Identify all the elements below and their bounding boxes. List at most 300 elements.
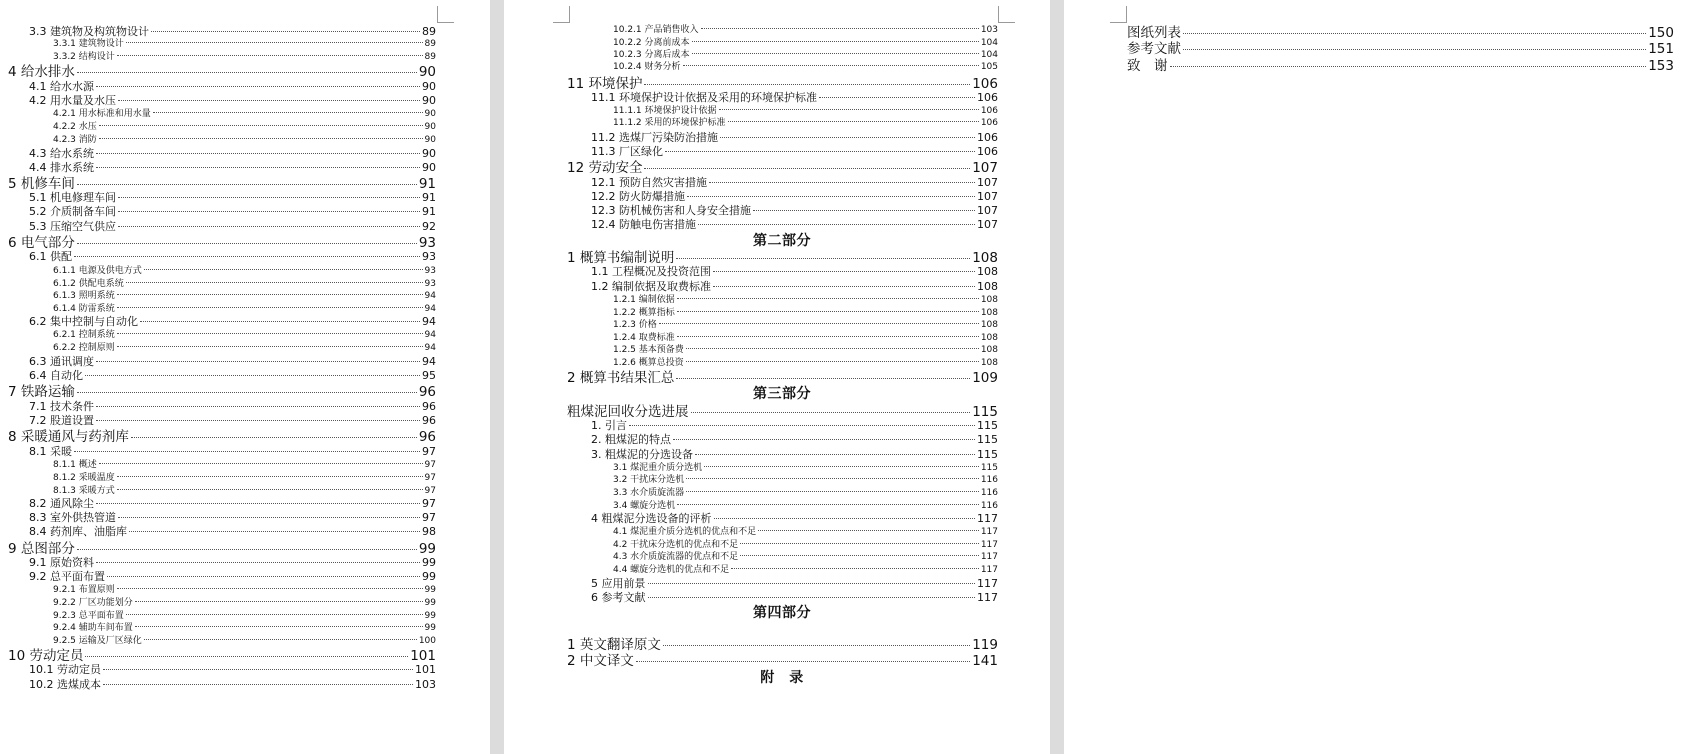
toc-entry-title: 12.1 预防自然灾害措施 bbox=[591, 175, 707, 189]
toc-entry-page-number: 106 bbox=[977, 144, 998, 158]
toc-entry-page-number: 108 bbox=[980, 320, 998, 331]
toc-entry-page-number: 106 bbox=[980, 118, 998, 129]
toc-entry[interactable] bbox=[591, 263, 998, 279]
dot-leader bbox=[117, 346, 423, 347]
toc-entry-page-number: 151 bbox=[1648, 40, 1674, 57]
toc-entry[interactable] bbox=[591, 431, 998, 447]
toc-entry-page-number: 108 bbox=[980, 308, 998, 319]
toc-entry-title: 11.3 厂区绿化 bbox=[591, 144, 663, 158]
toc-entry-page-number: 101 bbox=[415, 662, 436, 676]
dot-leader bbox=[96, 153, 420, 154]
toc-entry-page-number: 93 bbox=[418, 234, 436, 251]
toc-entry-page-number: 94 bbox=[424, 343, 436, 354]
toc-entry-page-number: 117 bbox=[980, 540, 998, 551]
toc-entry-title: 9.2.2 厂区功能划分 bbox=[53, 598, 133, 609]
dot-leader bbox=[677, 298, 979, 299]
toc-entry-page-number: 115 bbox=[977, 418, 998, 432]
toc-entry-title: 8.1 采暖 bbox=[29, 444, 72, 458]
toc-entry-page-number: 97 bbox=[422, 510, 436, 524]
toc-entry-page-number: 117 bbox=[980, 527, 998, 538]
toc-entry[interactable] bbox=[613, 115, 998, 128]
toc-entry-title: 6.1.2 供配电系统 bbox=[53, 279, 124, 290]
toc-entry-title: 12.3 防机械伤害和人身安全措施 bbox=[591, 203, 751, 217]
toc-entry-title: 10.2.2 分离前成本 bbox=[613, 38, 690, 49]
toc-entry-page-number: 104 bbox=[980, 38, 998, 49]
dot-leader bbox=[677, 311, 979, 312]
toc-entry-title: 11.1.1 环境保护设计依据 bbox=[613, 106, 717, 117]
dot-leader bbox=[96, 361, 420, 362]
toc-entry-page-number: 106 bbox=[980, 106, 998, 117]
dot-leader bbox=[713, 286, 975, 287]
page-corner-mark bbox=[1110, 6, 1127, 23]
dot-leader bbox=[753, 210, 975, 211]
toc-entry-title: 9.2 总平面布置 bbox=[29, 569, 105, 583]
toc-entry[interactable] bbox=[53, 595, 436, 608]
toc-entry-page-number: 89 bbox=[424, 39, 436, 50]
toc-entry-title: 3.3.2 结构设计 bbox=[53, 52, 115, 63]
toc-entry-page-number: 115 bbox=[977, 447, 998, 461]
dot-leader bbox=[701, 28, 979, 29]
toc-entry-page-number: 99 bbox=[418, 540, 436, 557]
toc-entry[interactable] bbox=[53, 132, 436, 145]
toc-entry[interactable] bbox=[53, 340, 436, 353]
toc-entry-title: 9.2.1 布置原则 bbox=[53, 585, 115, 596]
toc-entry-title: 1 英文翻译原文 bbox=[567, 636, 661, 653]
toc-entry-page-number: 108 bbox=[977, 279, 998, 293]
toc-entry[interactable] bbox=[53, 582, 436, 595]
toc-entry-page-number: 90 bbox=[422, 79, 436, 93]
toc-entry-page-number: 106 bbox=[977, 90, 998, 104]
dot-leader bbox=[709, 182, 975, 183]
dot-leader bbox=[103, 684, 413, 685]
toc-entry[interactable] bbox=[29, 203, 436, 219]
toc-entry-title: 2 概算书结果汇总 bbox=[567, 369, 675, 386]
toc-entry[interactable] bbox=[53, 119, 436, 132]
toc-entry-page-number: 107 bbox=[977, 189, 998, 203]
toc-entry-title: 1.2.5 基本预备费 bbox=[613, 345, 684, 356]
toc-entry-page-number: 99 bbox=[424, 611, 436, 622]
dot-leader bbox=[644, 84, 970, 85]
toc-entry-title: 12 劳动安全 bbox=[567, 159, 643, 176]
dot-leader bbox=[686, 361, 979, 362]
toc-entry-page-number: 108 bbox=[980, 295, 998, 306]
toc-entry-page-number: 97 bbox=[424, 460, 436, 471]
document-page-3 bbox=[1064, 0, 1708, 754]
dot-leader bbox=[96, 86, 420, 87]
dot-leader bbox=[117, 294, 423, 295]
dot-leader bbox=[117, 489, 423, 490]
dot-leader bbox=[714, 518, 976, 519]
toc-entry-page-number: 96 bbox=[422, 399, 436, 413]
dot-leader bbox=[117, 55, 423, 56]
toc-entry-page-number: 108 bbox=[977, 264, 998, 278]
toc-entry-page-number: 90 bbox=[422, 160, 436, 174]
toc-entry-page-number: 117 bbox=[977, 511, 998, 525]
toc-entry-page-number: 104 bbox=[980, 50, 998, 61]
toc-entry-title: 2 中文译文 bbox=[567, 652, 634, 669]
toc-entry-page-number: 97 bbox=[424, 486, 436, 497]
page-gap bbox=[1050, 0, 1064, 754]
toc-entry-title: 4.4 螺旋分选机的优点和不足 bbox=[613, 565, 730, 576]
section-heading: 附 录 bbox=[760, 670, 804, 686]
toc-entry-title: 4.2 干扰床分选机的优点和不足 bbox=[613, 540, 739, 551]
dot-leader bbox=[687, 196, 975, 197]
dot-leader bbox=[692, 53, 979, 54]
toc-entry-title: 6 电气部分 bbox=[8, 234, 75, 251]
dot-leader bbox=[77, 184, 417, 185]
toc-entry-page-number: 97 bbox=[424, 473, 436, 484]
toc-entry-page-number: 99 bbox=[422, 569, 436, 583]
dot-leader bbox=[117, 307, 423, 308]
toc-entry[interactable] bbox=[613, 317, 998, 330]
toc-entry[interactable] bbox=[613, 292, 998, 305]
toc-entry-page-number: 94 bbox=[422, 314, 436, 328]
toc-entry-title: 致 谢 bbox=[1127, 57, 1168, 74]
dot-leader bbox=[686, 348, 979, 349]
toc-entry-title: 7 铁路运输 bbox=[8, 383, 75, 400]
dot-leader bbox=[691, 412, 971, 413]
dot-leader bbox=[698, 224, 975, 225]
toc-entry-title: 5.2 介质制备车间 bbox=[29, 204, 116, 218]
dot-leader bbox=[77, 392, 417, 393]
toc-entry[interactable] bbox=[613, 22, 998, 35]
dot-leader bbox=[135, 626, 423, 627]
toc-entry-page-number: 117 bbox=[980, 552, 998, 563]
dot-leader bbox=[103, 669, 413, 670]
toc-entry-title: 5 机修车间 bbox=[8, 175, 75, 192]
dot-leader bbox=[126, 42, 423, 43]
toc-entry[interactable] bbox=[53, 470, 436, 483]
dot-leader bbox=[118, 226, 420, 227]
toc-entry-title: 4.2.1 用水标准和用水量 bbox=[53, 109, 151, 120]
toc-entry-page-number: 94 bbox=[424, 330, 436, 341]
dot-leader bbox=[144, 269, 423, 270]
dot-leader bbox=[663, 645, 970, 646]
toc-entry-title: 10 劳动定员 bbox=[8, 647, 84, 664]
dot-leader bbox=[686, 478, 979, 479]
dot-leader bbox=[704, 466, 979, 467]
dot-leader bbox=[659, 323, 979, 324]
toc-entry-title: 10.2.1 产品销售收入 bbox=[613, 25, 699, 36]
toc-entry-page-number: 95 bbox=[422, 368, 436, 382]
toc-entry-title: 5.3 压缩空气供应 bbox=[29, 219, 116, 233]
dot-leader bbox=[677, 504, 979, 505]
dot-leader bbox=[131, 437, 417, 438]
toc-entry-page-number: 94 bbox=[424, 304, 436, 315]
dot-leader bbox=[96, 420, 420, 421]
toc-entry-page-number: 117 bbox=[977, 576, 998, 590]
toc-entry-title: 11.2 选煤厂污染防治措施 bbox=[591, 130, 718, 144]
document-page-1 bbox=[0, 0, 490, 754]
dot-leader bbox=[96, 503, 420, 504]
dot-leader bbox=[665, 151, 975, 152]
toc-entry-page-number: 153 bbox=[1648, 57, 1674, 74]
toc-entry-title: 12.2 防火防爆措施 bbox=[591, 189, 685, 203]
toc-entry[interactable] bbox=[53, 457, 436, 470]
dot-leader bbox=[636, 661, 970, 662]
dot-leader bbox=[74, 451, 420, 452]
toc-entry-title: 8.1.3 采暖方式 bbox=[53, 486, 115, 497]
toc-entry-page-number: 91 bbox=[418, 175, 436, 192]
dot-leader bbox=[153, 112, 423, 113]
toc-entry-title: 6.1.1 电源及供电方式 bbox=[53, 266, 142, 277]
toc-entry-title: 9 总图部分 bbox=[8, 540, 75, 557]
toc-entry-title: 9.2.3 总平面布置 bbox=[53, 611, 124, 622]
toc-entry-title: 10.2.4 财务分析 bbox=[613, 62, 681, 73]
toc-entry-page-number: 117 bbox=[980, 565, 998, 576]
toc-entry-title: 6.2 集中控制与自动化 bbox=[29, 314, 138, 328]
page-corner-mark bbox=[553, 6, 570, 23]
toc-entry[interactable] bbox=[567, 649, 998, 669]
dot-leader bbox=[1183, 33, 1646, 34]
dot-leader bbox=[695, 454, 975, 455]
toc-entry-page-number: 90 bbox=[418, 63, 436, 80]
dot-leader bbox=[96, 562, 420, 563]
toc-entry-title: 6.2.2 控制原则 bbox=[53, 343, 115, 354]
toc-entry[interactable] bbox=[29, 248, 436, 264]
dot-leader bbox=[683, 65, 979, 66]
dot-leader bbox=[758, 530, 979, 531]
toc-entry-page-number: 107 bbox=[977, 203, 998, 217]
toc-entry-title: 10.2 选煤成本 bbox=[29, 677, 101, 691]
toc-entry[interactable] bbox=[29, 676, 436, 692]
dot-leader bbox=[126, 282, 423, 283]
dot-leader bbox=[692, 41, 979, 42]
toc-entry-title: 6 参考文献 bbox=[591, 590, 646, 604]
toc-entry-title: 7.1 技术条件 bbox=[29, 399, 94, 413]
dot-leader bbox=[85, 375, 420, 376]
toc-entry-title: 8.1.1 概述 bbox=[53, 460, 97, 471]
toc-entry-title: 11 环境保护 bbox=[567, 75, 643, 92]
toc-entry-page-number: 93 bbox=[422, 249, 436, 263]
toc-entry-page-number: 90 bbox=[422, 93, 436, 107]
toc-entry[interactable] bbox=[613, 524, 998, 537]
toc-entry[interactable] bbox=[613, 59, 998, 72]
toc-entry-title: 3.4 螺旋分选机 bbox=[613, 501, 676, 512]
dot-leader bbox=[676, 378, 970, 379]
toc-entry-page-number: 90 bbox=[422, 146, 436, 160]
toc-entry-title: 粗煤泥回收分选进展 bbox=[567, 403, 689, 420]
toc-entry-title: 4.3 给水系统 bbox=[29, 146, 94, 160]
toc-entry-title: 6.1.3 照明系统 bbox=[53, 291, 115, 302]
dot-leader bbox=[118, 517, 420, 518]
toc-entry-page-number: 105 bbox=[980, 62, 998, 73]
toc-entry-title: 4 粗煤泥分选设备的评析 bbox=[591, 511, 712, 525]
dot-leader bbox=[644, 168, 970, 169]
dot-leader bbox=[107, 576, 420, 577]
toc-entry-page-number: 91 bbox=[422, 190, 436, 204]
toc-entry-page-number: 94 bbox=[422, 354, 436, 368]
toc-entry-page-number: 119 bbox=[972, 636, 998, 653]
toc-entry-page-number: 99 bbox=[422, 555, 436, 569]
dot-leader bbox=[740, 555, 979, 556]
toc-entry-page-number: 101 bbox=[410, 647, 436, 664]
toc-entry-page-number: 117 bbox=[977, 590, 998, 604]
toc-entry-title: 4.3 水介质旋流器的优点和不足 bbox=[613, 552, 739, 563]
toc-entry-title: 9.2.4 辅助车间布置 bbox=[53, 623, 133, 634]
toc-entry-title: 参考文献 bbox=[1127, 40, 1181, 57]
toc-entry-page-number: 108 bbox=[980, 345, 998, 356]
toc-entry[interactable] bbox=[53, 620, 436, 633]
toc-entry[interactable] bbox=[29, 661, 436, 677]
dot-leader bbox=[719, 109, 979, 110]
toc-entry-page-number: 109 bbox=[972, 369, 998, 386]
toc-entry[interactable] bbox=[53, 106, 436, 119]
toc-entry-title: 4.1 给水水源 bbox=[29, 79, 94, 93]
dot-leader bbox=[819, 97, 975, 98]
toc-entry-title: 1.2.1 编制依据 bbox=[613, 295, 675, 306]
dot-leader bbox=[96, 406, 420, 407]
toc-entry-page-number: 116 bbox=[980, 488, 998, 499]
toc-entry-page-number: 98 bbox=[422, 524, 436, 538]
toc-entry-title: 1 概算书编制说明 bbox=[567, 249, 675, 266]
dot-leader bbox=[720, 137, 975, 138]
toc-entry-page-number: 90 bbox=[424, 109, 436, 120]
dot-leader bbox=[151, 31, 420, 32]
toc-entry-title: 11.1.2 采用的环境保护标准 bbox=[613, 118, 726, 129]
toc-entry-title: 8.2 通风除尘 bbox=[29, 496, 94, 510]
toc-entry-title: 1.2.2 概算指标 bbox=[613, 308, 675, 319]
section-heading: 第三部分 bbox=[753, 386, 811, 402]
toc-entry[interactable] bbox=[53, 263, 436, 276]
toc-entry-page-number: 97 bbox=[422, 496, 436, 510]
dot-leader bbox=[676, 258, 970, 259]
toc-entry-page-number: 99 bbox=[424, 598, 436, 609]
dot-leader bbox=[118, 211, 420, 212]
toc-entry-page-number: 115 bbox=[980, 463, 998, 474]
toc-entry-title: 1.2.6 概算总投资 bbox=[613, 358, 684, 369]
toc-entry-title: 7.2 股道设置 bbox=[29, 413, 94, 427]
section-heading: 第二部分 bbox=[753, 233, 811, 249]
toc-entry-page-number: 96 bbox=[418, 428, 436, 445]
toc-entry-title: 1.2.4 取费标准 bbox=[613, 333, 675, 344]
toc-entry-page-number: 89 bbox=[422, 24, 436, 38]
toc-entry-page-number: 96 bbox=[418, 383, 436, 400]
toc-entry-page-number: 107 bbox=[977, 175, 998, 189]
toc-entry-page-number: 90 bbox=[424, 135, 436, 146]
dot-leader bbox=[740, 543, 979, 544]
toc-entry-title: 11.1 环境保护设计依据及采用的环境保护标准 bbox=[591, 90, 817, 104]
dot-leader bbox=[648, 597, 976, 598]
toc-entry-title: 5.1 机电修理车间 bbox=[29, 190, 116, 204]
dot-leader bbox=[99, 463, 423, 464]
toc-entry-title: 图纸列表 bbox=[1127, 24, 1181, 41]
toc-entry[interactable] bbox=[53, 288, 436, 301]
page-corner-mark bbox=[998, 6, 1015, 23]
toc-entry-title: 6.3 通讯调度 bbox=[29, 354, 94, 368]
toc-entry-page-number: 96 bbox=[422, 413, 436, 427]
toc-entry[interactable] bbox=[613, 562, 998, 575]
toc-entry[interactable] bbox=[1127, 54, 1674, 74]
dot-leader bbox=[144, 639, 417, 640]
toc-entry-page-number: 100 bbox=[418, 636, 436, 647]
dot-leader bbox=[1170, 66, 1647, 67]
toc-entry[interactable] bbox=[613, 342, 998, 355]
dot-leader bbox=[126, 614, 423, 615]
dot-leader bbox=[713, 271, 975, 272]
toc-entry-page-number: 94 bbox=[424, 291, 436, 302]
toc-entry[interactable] bbox=[613, 472, 998, 485]
toc-entry-title: 6.1.4 防雷系统 bbox=[53, 304, 115, 315]
toc-entry-page-number: 103 bbox=[980, 25, 998, 36]
toc-entry-page-number: 103 bbox=[415, 677, 436, 691]
dot-leader bbox=[135, 601, 423, 602]
toc-entry-title: 3.1 煤泥重介质分选机 bbox=[613, 463, 703, 474]
toc-entry-title: 3.3.1 建筑物设计 bbox=[53, 39, 124, 50]
section-heading: 第四部分 bbox=[753, 605, 811, 621]
toc-entry-title: 4.2.3 消防 bbox=[53, 135, 97, 146]
dot-leader bbox=[96, 167, 420, 168]
dot-leader bbox=[77, 549, 417, 550]
toc-entry-title: 10.2.3 分离后成本 bbox=[613, 50, 690, 61]
toc-entry-page-number: 116 bbox=[980, 501, 998, 512]
toc-entry-title: 4.2.2 水压 bbox=[53, 122, 97, 133]
dot-leader bbox=[686, 491, 979, 492]
page-gap bbox=[490, 0, 504, 754]
dot-leader bbox=[74, 256, 420, 257]
toc-entry-title: 3.3 建筑物及构筑物设计 bbox=[29, 24, 149, 38]
toc-entry-page-number: 108 bbox=[980, 333, 998, 344]
toc-entry-title: 9.1 原始资料 bbox=[29, 555, 94, 569]
toc-entry-page-number: 108 bbox=[980, 358, 998, 369]
toc-entry[interactable] bbox=[53, 36, 436, 49]
dot-leader bbox=[99, 138, 423, 139]
toc-entry-title: 1.1 工程概况及投资范围 bbox=[591, 264, 711, 278]
toc-entry[interactable] bbox=[53, 327, 436, 340]
toc-entry-title: 4.4 排水系统 bbox=[29, 160, 94, 174]
dot-leader bbox=[117, 476, 423, 477]
toc-entry-page-number: 115 bbox=[972, 403, 998, 420]
toc-entry-title: 4 给水排水 bbox=[8, 63, 75, 80]
toc-entry-title: 2. 粗煤泥的特点 bbox=[591, 432, 671, 446]
toc-entry-title: 10.1 劳动定员 bbox=[29, 662, 101, 676]
dot-leader bbox=[629, 425, 975, 426]
toc-entry-page-number: 106 bbox=[972, 75, 998, 92]
dot-leader bbox=[677, 336, 979, 337]
toc-entry-page-number: 97 bbox=[422, 444, 436, 458]
toc-entry-title: 3.2 干扰床分选机 bbox=[613, 475, 685, 486]
page-corner-mark bbox=[437, 6, 454, 23]
toc-entry-page-number: 99 bbox=[424, 623, 436, 634]
toc-entry-title: 8.3 室外供热管道 bbox=[29, 510, 116, 524]
toc-entry-page-number: 108 bbox=[972, 249, 998, 266]
toc-entry-title: 8 采暖通风与药剂库 bbox=[8, 428, 129, 445]
dot-leader bbox=[1183, 49, 1646, 50]
dot-leader bbox=[140, 321, 420, 322]
toc-entry-page-number: 150 bbox=[1648, 24, 1674, 41]
toc-entry-page-number: 115 bbox=[977, 432, 998, 446]
toc-entry[interactable] bbox=[613, 549, 998, 562]
toc-entry-title: 6.4 自动化 bbox=[29, 368, 83, 382]
toc-entry-page-number: 91 bbox=[422, 204, 436, 218]
toc-entry-page-number: 93 bbox=[424, 279, 436, 290]
toc-entry-page-number: 99 bbox=[424, 585, 436, 596]
toc-entry-page-number: 106 bbox=[977, 130, 998, 144]
toc-entry-title: 6.1 供配 bbox=[29, 249, 72, 263]
toc-entry-page-number: 92 bbox=[422, 219, 436, 233]
dot-leader bbox=[117, 588, 423, 589]
toc-entry-page-number: 107 bbox=[977, 217, 998, 231]
toc-entry-title: 4.2 用水量及水压 bbox=[29, 93, 116, 107]
dot-leader bbox=[77, 72, 417, 73]
toc-entry-page-number: 116 bbox=[980, 475, 998, 486]
toc-entry[interactable] bbox=[613, 485, 998, 498]
toc-entry-page-number: 89 bbox=[424, 52, 436, 63]
dot-leader bbox=[728, 121, 979, 122]
dot-leader bbox=[99, 125, 423, 126]
document-page-2 bbox=[504, 0, 1050, 754]
toc-entry-title: 3.3 水介质旋流器 bbox=[613, 488, 685, 499]
